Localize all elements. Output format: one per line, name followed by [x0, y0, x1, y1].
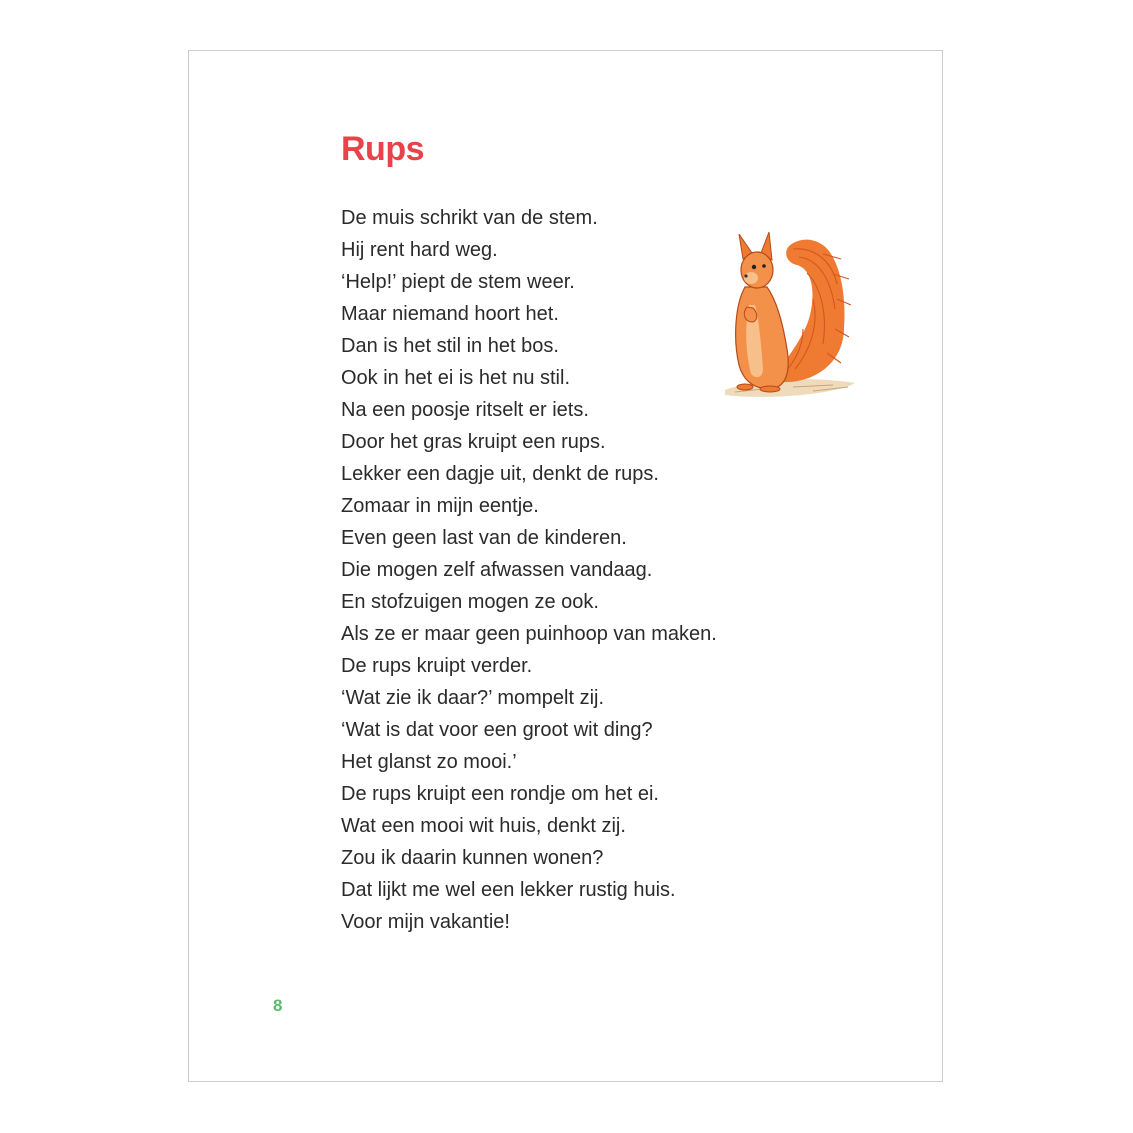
page-title: Rups — [341, 130, 424, 168]
text-line: Die mogen zelf afwassen vandaag. — [341, 559, 653, 581]
text-line: Na een poosje ritselt er iets. — [341, 399, 589, 421]
squirrel-head — [741, 252, 773, 288]
text-line: De rups kruipt een rondje om het ei. — [341, 783, 659, 805]
text-line: Door het gras kruipt een rups. — [341, 431, 606, 453]
text-line: Voor mijn vakantie! — [341, 911, 510, 933]
text-line: Dat lijkt me wel een lekker rustig huis. — [341, 879, 676, 901]
page-number: 8 — [273, 996, 283, 1015]
text-line: Het glanst zo mooi.’ — [341, 751, 517, 773]
squirrel-eye — [752, 265, 756, 269]
squirrel-eye — [762, 264, 766, 268]
text-line: De rups kruipt verder. — [341, 655, 533, 677]
text-line: De muis schrikt van de stem. — [341, 207, 598, 229]
text-line: Zomaar in mijn eentje. — [341, 495, 539, 517]
squirrel-snout — [744, 272, 758, 284]
squirrel-icon — [723, 229, 857, 401]
squirrel-foot — [737, 384, 753, 390]
text-line: Ook in het ei is het nu stil. — [341, 367, 571, 389]
text-line: En stofzuigen mogen ze ook. — [341, 591, 599, 613]
text-line: Wat een mooi wit huis, denkt zij. — [341, 815, 626, 837]
story-text — [341, 202, 781, 938]
squirrel-nose — [744, 274, 747, 277]
text-line: Als ze er maar geen puinhoop van maken. — [341, 623, 717, 645]
text-line: ‘Help!’ piept de stem weer. — [341, 271, 575, 293]
text-line: Lekker een dagje uit, denkt de rups. — [341, 463, 659, 485]
text-line: ‘Wat is dat voor een groot wit ding? — [341, 719, 653, 741]
text-line: Zou ik daarin kunnen wonen? — [341, 847, 604, 869]
text-line: Maar niemand hoort het. — [341, 303, 559, 325]
text-line: Even geen last van de kinderen. — [341, 527, 627, 549]
text-line: Hij rent hard weg. — [341, 239, 498, 261]
text-line: Dan is het stil in het bos. — [341, 335, 559, 357]
text-line: ‘Wat zie ik daar?’ mompelt zij. — [341, 687, 605, 709]
squirrel-foot — [760, 386, 780, 392]
book-page — [188, 50, 943, 1082]
